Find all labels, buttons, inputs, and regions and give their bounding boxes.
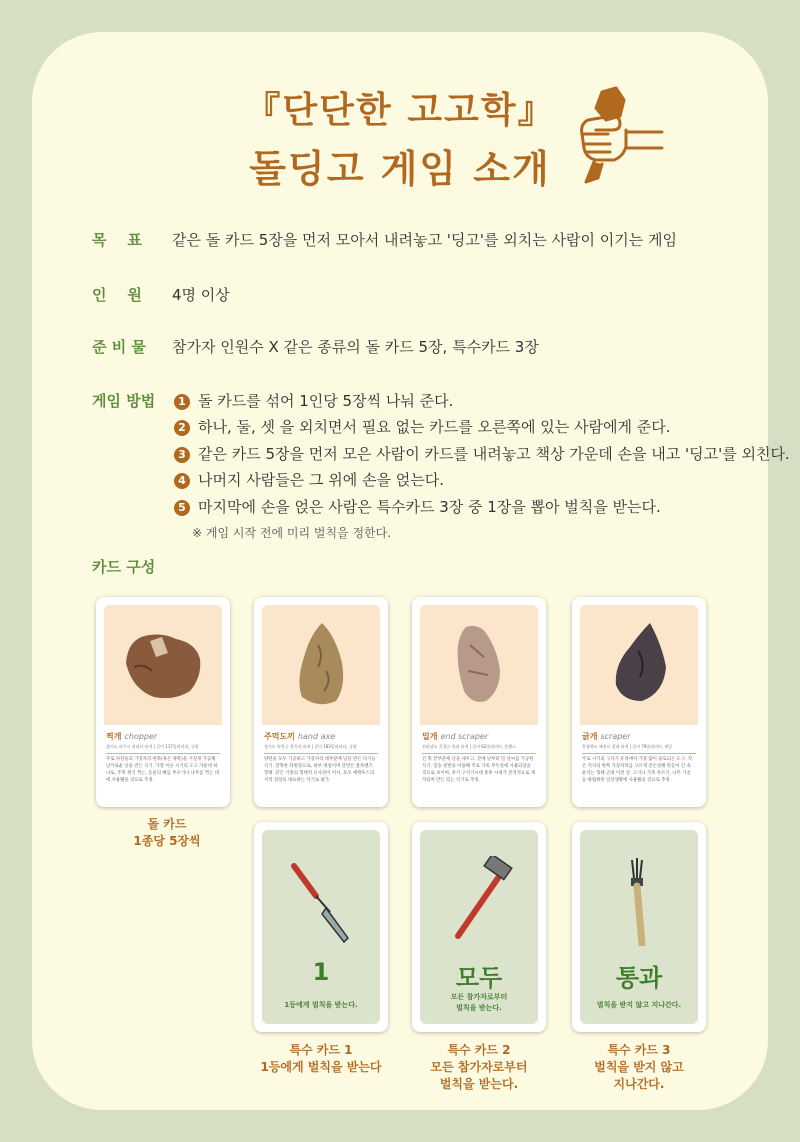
materials-label: 준 비 물 bbox=[92, 338, 146, 356]
stone-card-chopper[interactable] bbox=[96, 597, 230, 807]
card-meta: 충청북도 제천시 창내 유적 | 길이 79밀리미터, 셰일 bbox=[582, 744, 696, 754]
step-number-2: 2 bbox=[174, 420, 190, 436]
title-line-1: 『단단한 고고학』 bbox=[244, 90, 556, 131]
step-number-1: 1 bbox=[174, 394, 190, 410]
special-card-face bbox=[580, 830, 698, 1024]
stone-card-hand-axe[interactable] bbox=[254, 597, 388, 807]
stone-image bbox=[420, 605, 538, 725]
card-title: 긁개 bbox=[582, 732, 598, 741]
special-card-1[interactable] bbox=[254, 822, 388, 1032]
card-english: chopper bbox=[124, 732, 158, 741]
end-scraper-stone-icon bbox=[420, 605, 538, 725]
players-label: 인 원 bbox=[92, 286, 142, 304]
card-name bbox=[422, 731, 488, 742]
special-caption-1 bbox=[236, 1042, 406, 1076]
stone-caption-line-2: 1종당 5장씩 bbox=[133, 834, 201, 848]
stone-image bbox=[104, 605, 222, 725]
special-caption-3 bbox=[554, 1042, 724, 1093]
card-english: scraper bbox=[600, 732, 631, 741]
special-caption-3-line-1: 특수 카드 3 bbox=[607, 1043, 671, 1057]
special-caption-2-line-2: 모든 참가자로부터 bbox=[430, 1060, 528, 1074]
special-card-big-text: 모두 bbox=[455, 964, 503, 992]
special-caption-2-line-3: 벌칙을 받는다. bbox=[439, 1077, 519, 1091]
card-title: 주먹도끼 bbox=[264, 732, 295, 741]
special-card-face bbox=[420, 830, 538, 1024]
step-number-5: 5 bbox=[174, 500, 190, 516]
card-name bbox=[264, 731, 335, 742]
step-3 bbox=[174, 443, 790, 464]
special-card-big-text: 통과 bbox=[615, 964, 663, 992]
chopper-stone-icon bbox=[104, 605, 222, 725]
card-description: 주로 시가의 구석기 유적에서 가장 많이 출토되는 도구. 작은 격지의 한쪽 가장자리를 고르게 잔손질해 만들어 긴 속 운석는 형태 근대 이전 날. 고기나 가죽 자르기, 나무 가공 등 광범위한 일상생활에 사용됐을 것으로 추정. bbox=[582, 757, 693, 783]
special-card-small-text: 모든 참가자로부터 벌칙을 받는다. bbox=[450, 993, 508, 1012]
method-label: 게임 방법 bbox=[92, 392, 156, 410]
special-caption-2-line-1: 특수 카드 2 bbox=[447, 1043, 511, 1057]
title-line-2: 돌딩고 게임 소개 bbox=[249, 147, 551, 191]
card-title: 밀개 bbox=[422, 732, 438, 741]
step-4 bbox=[174, 469, 444, 490]
step-number-3: 3 bbox=[174, 447, 190, 463]
card-title: 찍개 bbox=[106, 732, 122, 741]
step-2 bbox=[174, 416, 670, 437]
section-title: 카드 구성 bbox=[92, 558, 156, 576]
card-description: 양면을 모두 가공하고 가장자리 대부분에 날을 만든 다기능 석기. 갈쭉한 타원형으로, 하부 대칭이며 단면은 볼록렌즈 형태. 같은 기종의 형태적 유사성이 커서, 호모 에렉투스의 지적 성장을 대표하는 석기로 평가. bbox=[264, 757, 376, 783]
special-caption-1-line-1: 특수 카드 1 bbox=[289, 1043, 353, 1057]
special-card-2[interactable] bbox=[412, 822, 546, 1032]
step-text-5: 마지막에 손을 얹은 사람은 특수카드 3장 중 1장을 뽑아 벌칙을 받는다. bbox=[198, 498, 661, 516]
stone-image bbox=[580, 605, 698, 725]
step-1 bbox=[174, 390, 453, 411]
special-caption-1-line-2: 1등에게 벌칙을 받는다 bbox=[260, 1060, 382, 1074]
step-text-3: 같은 카드 5장을 먼저 모은 사람이 카드를 내려놓고 책상 가운데 손을 내고 '딩고'를 외친다. bbox=[198, 445, 790, 463]
special-card-small-text: 1등에게 벌칙을 받는다. bbox=[284, 1001, 358, 1009]
stone-card-end-scraper[interactable] bbox=[412, 597, 546, 807]
step-5 bbox=[174, 496, 661, 517]
penalty-note: ※ 게임 시작 전에 미리 벌칙을 정한다. bbox=[192, 526, 392, 540]
goal-label: 목 표 bbox=[92, 231, 142, 249]
special-caption-2 bbox=[394, 1042, 564, 1093]
brush-icon bbox=[604, 856, 674, 946]
special-card-big-text: 1 bbox=[312, 958, 330, 986]
card-name bbox=[106, 731, 157, 742]
special-card-small-text: 벌칙을 받지 않고 지나간다. bbox=[596, 1001, 682, 1009]
goal-value: 같은 돌 카드 5장을 먼저 모아서 내려놓고 '딩고'를 외치는 사람이 이기는 게임 bbox=[172, 231, 677, 249]
card-english: end scraper bbox=[440, 732, 489, 741]
step-text-1: 돌 카드를 섞어 1인당 5장씩 나눠 준다. bbox=[198, 392, 454, 410]
card-name bbox=[582, 731, 631, 742]
card-description: 주로 자갈돌의 가장자리 한쪽(혹은 양쪽)을 거칠게 가공해 날카로운 날을 만든 석기. 가장 이른 시기의 도구 가운데 하나로, 주먹 쥐기 찍는, 동물의 뼈를 부수거나 나무를 찍는 데에 사용됐을 것으로 추정. bbox=[106, 757, 219, 783]
card-meta: 경기도 연천군 전곡리 유적 | 길이 183밀리미터, 규암 bbox=[264, 744, 378, 754]
stone-card-caption bbox=[82, 816, 252, 850]
hammer-icon bbox=[444, 856, 514, 946]
special-caption-3-line-2: 벌칙을 받지 않고 bbox=[594, 1060, 684, 1074]
card-meta: 전라남도 곡성군 옥과 유적 | 길이 62밀리미터, 혼펠스 bbox=[422, 744, 536, 754]
step-text-2: 하나, 둘, 셋 을 외치면서 필요 없는 카드를 오른쪽에 있는 사람에게 준다. bbox=[198, 418, 671, 436]
card-english: hand axe bbox=[297, 732, 336, 741]
special-card-face bbox=[262, 830, 380, 1024]
card-description: 긴 쪽 끝부분에 날을 세우고, 끝에 날부터 밀 날씨를 가공한 석기. 짐승 뒷발을 이용해 주로 가죽 무두질에 사용되었을 것으로 보이며, 후기 구석기시대 중후 시대가 본격적으로 제작되며 만든 있는 석기로 추정. bbox=[422, 757, 535, 783]
stone-caption-line-1: 돌 카드 bbox=[147, 817, 187, 831]
step-text-4: 나머지 사람들은 그 위에 손을 얹는다. bbox=[198, 471, 444, 489]
stone-card-scraper[interactable] bbox=[572, 597, 706, 807]
materials-value: 참가자 인원수 X 같은 종류의 돌 카드 5장, 특수카드 3장 bbox=[172, 338, 539, 356]
fist-holding-stone-icon bbox=[572, 86, 664, 186]
stone-image bbox=[262, 605, 380, 725]
special-card-3[interactable] bbox=[572, 822, 706, 1032]
hand-axe-stone-icon bbox=[262, 605, 380, 725]
special-caption-3-line-3: 지나간다. bbox=[613, 1077, 665, 1091]
players-value: 4명 이상 bbox=[172, 286, 230, 304]
card-meta: 경기도 파주시 관리터 유적 | 길이 117밀리미터, 규암 bbox=[106, 744, 220, 754]
step-number-4: 4 bbox=[174, 473, 190, 489]
trowel-icon bbox=[286, 856, 356, 946]
scraper-stone-icon bbox=[580, 605, 698, 725]
